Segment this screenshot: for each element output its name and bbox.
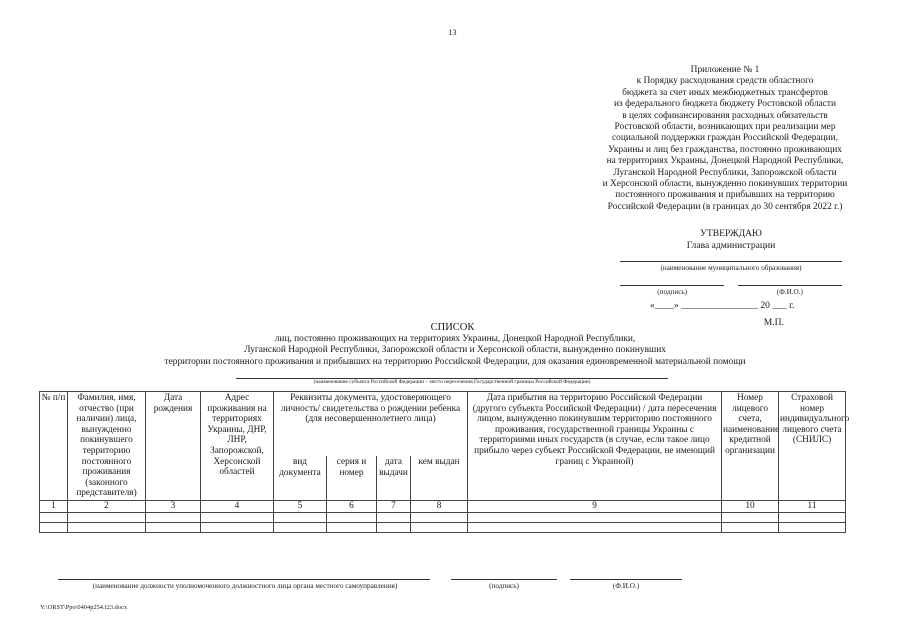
appendix-line: к Порядку расходования средств областного xyxy=(636,76,814,87)
table-row xyxy=(40,512,846,522)
footer-name-line xyxy=(570,579,682,580)
appendix-line: на территориях Украины, Донецкой Народной Республики, xyxy=(606,156,844,167)
appendix-line: Луганской Народной Республики, Запорожской области xyxy=(613,167,837,178)
appendix-block xyxy=(560,65,890,213)
header-account: Номер лицевого счета, наименование кредитной организации xyxy=(722,392,779,501)
signature-caption: (подпись) xyxy=(657,288,688,296)
name-line xyxy=(738,279,842,286)
appendix-line: Украины и лиц без гражданства, постоянно проживающих xyxy=(608,144,842,155)
column-number: 8 xyxy=(411,500,468,512)
list-title: СПИСОК xyxy=(430,322,475,333)
table-row xyxy=(40,522,846,532)
subtitle-line: Луганской Народной Республики, Запорожской области и Херсонской области, вынужденно покинувших xyxy=(244,345,666,356)
footer-name-caption: (Ф.И.О.) xyxy=(612,582,640,590)
signature-line xyxy=(620,279,724,286)
name-caption: (Ф.И.О.) xyxy=(776,288,803,296)
file-path: Y:\ORST\Ppo\0404p254.f23.docx xyxy=(40,604,128,611)
municipality-caption: (наименование муниципального образования) xyxy=(660,264,802,272)
appendix-line: и Херсонской области, вынужденно покинувших территории xyxy=(602,179,848,190)
subject-caption: (наименование субъекта Российской Федерации – место пересечения Государственной границы Российской Федерации) xyxy=(313,379,591,385)
appendix-line: из федерального бюджета бюджету Ростовской области xyxy=(614,99,836,110)
column-number: 10 xyxy=(722,500,779,512)
subtitle-line: территории постоянного проживания и прибывших на территорию Российской Федерации, для оказания единовременной материальной помощи xyxy=(164,356,746,367)
column-number: 4 xyxy=(201,500,274,512)
approve-head-title: Глава администрации xyxy=(686,239,776,251)
column-number: 3 xyxy=(146,500,201,512)
municipality-line xyxy=(620,251,842,262)
approval-block xyxy=(620,228,842,328)
column-number: 2 xyxy=(68,500,146,512)
appendix-line: Российской Федерации (в границах до 30 сентября 2022 г.) xyxy=(607,201,843,212)
appendix-line: постоянного проживания и прибывших на территорию xyxy=(615,190,835,201)
position-caption: (наименование должности уполномоченного должностного лица органа местного самоуправления) xyxy=(92,582,398,590)
header-doc-type: вид документа xyxy=(274,456,327,501)
header-arrival-date: Дата прибытия на территорию Российской Федерации (другого субъекта Российской Федерации) / дата пересечения лицом, вынужденно покинувшим территорию постоянного проживания, государственной границы Украины с территориями иных государств (в случае, если такое лицо прибыло через субъект Российской Федерации, не имеющий границ с Украиной) xyxy=(468,392,722,501)
header-address: Адрес проживания на территориях Украины, ДНР, ЛНР, Запорожской, Херсонской областей xyxy=(201,392,274,501)
footer-signature-caption: (подпись) xyxy=(489,582,519,590)
header-doc-date: дата выдачи xyxy=(377,456,411,501)
column-number: 6 xyxy=(327,500,377,512)
appendix-heading: Приложение № 1 xyxy=(690,65,760,75)
appendix-line: бюджета за счет иных межбюджетных трансфертов xyxy=(622,87,828,98)
header-doc-series: серия и номер xyxy=(327,456,377,501)
column-number: 11 xyxy=(779,500,846,512)
approve-heading: УТВЕРЖДАЮ xyxy=(700,228,762,239)
header-doc-issuer: кем выдан xyxy=(411,456,468,501)
column-number: 7 xyxy=(377,500,411,512)
signature-row xyxy=(620,279,842,297)
header-full-name: Фамилия, имя, отчество (при наличии) лица, вынужденно покинувшего территорию постоянного проживания (законного представителя) xyxy=(68,392,146,501)
column-number: 5 xyxy=(274,500,327,512)
subtitle-line: лиц, постоянно проживающих на территориях Украины, Донецкой Народной Республики, xyxy=(274,334,636,344)
header-birth-date: Дата рождения xyxy=(146,392,201,501)
header-number: № п/п xyxy=(40,392,68,501)
approval-date: «____» ________________ 20 ___ г. xyxy=(650,300,795,311)
table-header-row xyxy=(40,392,846,456)
position-line xyxy=(58,579,430,580)
column-number: 9 xyxy=(468,500,722,512)
seal-mark: М.П. xyxy=(763,316,784,328)
list-subtitle xyxy=(40,334,870,368)
footer-signature-line xyxy=(451,579,557,580)
appendix-line: Ростовской области, возникающих при реализации мер xyxy=(614,122,836,133)
header-document-group: Реквизиты документа, удостоверяющего личность/ свидетельства о рождении ребенка (для несовершеннолетнего лица) xyxy=(274,392,468,456)
column-number: 1 xyxy=(40,500,68,512)
column-number-row xyxy=(40,500,846,512)
page-number: 13 xyxy=(448,28,457,37)
appendix-line: в целях софинансирования расходных обязательств xyxy=(622,110,828,121)
header-snils: Страховой номер индивидуального лицевого счета (СНИЛС) xyxy=(779,392,846,501)
recipients-table xyxy=(39,391,850,533)
appendix-line: социальной поддержки граждан Российской Федерации, xyxy=(612,133,838,144)
